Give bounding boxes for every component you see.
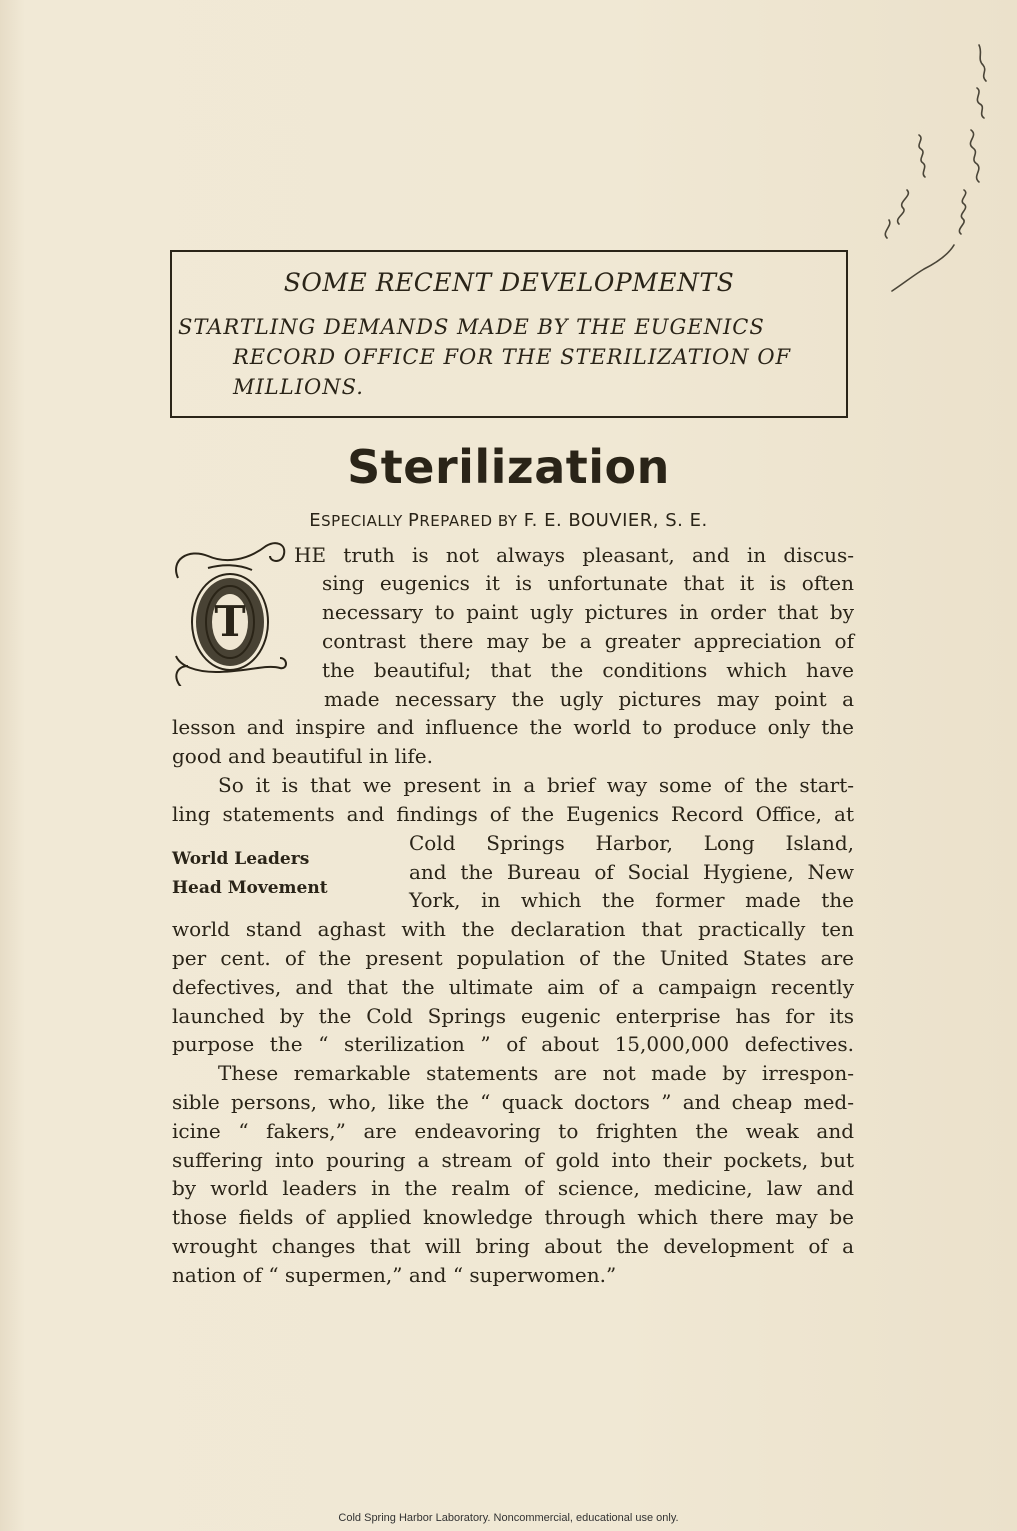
body-line: those fields of applied knowledge through which there may be xyxy=(172,1205,854,1229)
handwritten-annotation xyxy=(859,40,999,320)
body-line: nation of “ supermen,” and “ superwomen.” xyxy=(172,1263,617,1287)
drop-cap-ornament xyxy=(168,538,292,686)
body-line: necessary to paint ugly pictures in order that by xyxy=(322,600,854,624)
byline xyxy=(0,510,1017,531)
marginal-heading-line: World Leaders xyxy=(172,849,310,869)
body-line: and the Bureau of Social Hygiene, New xyxy=(409,860,854,884)
body-line: good and beautiful in life. xyxy=(172,744,433,768)
body-line: ling statements and findings of the Eugenics Record Office, at xyxy=(172,802,854,826)
body-line: world stand aghast with the declaration that practically ten xyxy=(172,917,854,941)
body-line: These remarkable statements are not made by irrespon- xyxy=(218,1061,854,1085)
headline-title: SOME RECENT DEVELOPMENTS xyxy=(283,268,735,297)
body-line: launched by the Cold Springs eugenic enterprise has for its xyxy=(172,1004,854,1028)
body-line: sing eugenics it is unfortunate that it is often xyxy=(322,571,854,595)
subtitle-line: STARTLING DEMANDS MADE BY THE EUGENICS xyxy=(178,315,765,339)
body-line: defectives, and that the ultimate aim of a campaign recently xyxy=(172,975,854,999)
subtitle-line: RECORD OFFICE FOR THE STERILIZATION OF xyxy=(233,345,792,369)
ornamental-drop-cap xyxy=(168,538,292,686)
body-line: the beautiful; that the conditions which have xyxy=(322,658,854,682)
body-line: made necessary the ugly pictures may point a xyxy=(324,687,854,711)
byline-part: BY xyxy=(497,512,518,530)
byline-part: SPECIALLY xyxy=(321,512,409,530)
body-line: lesson and inspire and influence the world to produce only the xyxy=(172,715,854,739)
subtitle-line: MILLIONS. xyxy=(233,375,364,399)
body-line: purpose the “ sterilization ” of about 15,000,000 defectives. xyxy=(172,1032,854,1056)
marginal-heading xyxy=(172,845,328,903)
headline-subtitle xyxy=(178,312,838,402)
drop-cap-letter: T xyxy=(214,597,246,646)
byline-part: E xyxy=(309,510,322,531)
byline-part: REPARED xyxy=(419,512,498,530)
headline-box xyxy=(170,250,848,418)
footer-credit: Cold Spring Harbor Laboratory. Noncommercial, educational use only. xyxy=(338,1512,679,1524)
byline-part: P xyxy=(408,510,420,531)
body-line: by world leaders in the realm of science, medicine, law and xyxy=(172,1176,854,1200)
article-title: Sterilization xyxy=(347,440,670,494)
body-line: sible persons, who, like the “ quack doctors ” and cheap med- xyxy=(172,1090,854,1114)
body-line: wrought changes that will bring about the development of a xyxy=(172,1234,854,1258)
body-line: York, in which the former made the xyxy=(409,888,854,912)
body-line: suffering into pouring a stream of gold into their pockets, but xyxy=(172,1148,854,1172)
marginal-heading-line: Head Movement xyxy=(172,878,328,898)
body-line: So it is that we present in a brief way some of the start- xyxy=(218,773,854,797)
body-line: icine “ fakers,” are endeavoring to frighten the weak and xyxy=(172,1119,854,1143)
body-line: per cent. of the present population of the United States are xyxy=(172,946,854,970)
byline-author: F. E. BOUVIER, S. E. xyxy=(517,510,708,531)
body-line: HE truth is not always pleasant, and in discus- xyxy=(294,543,854,567)
body-line: contrast there may be a greater appreciation of xyxy=(322,629,854,653)
body-line: Cold Springs Harbor, Long Island, xyxy=(409,831,854,855)
